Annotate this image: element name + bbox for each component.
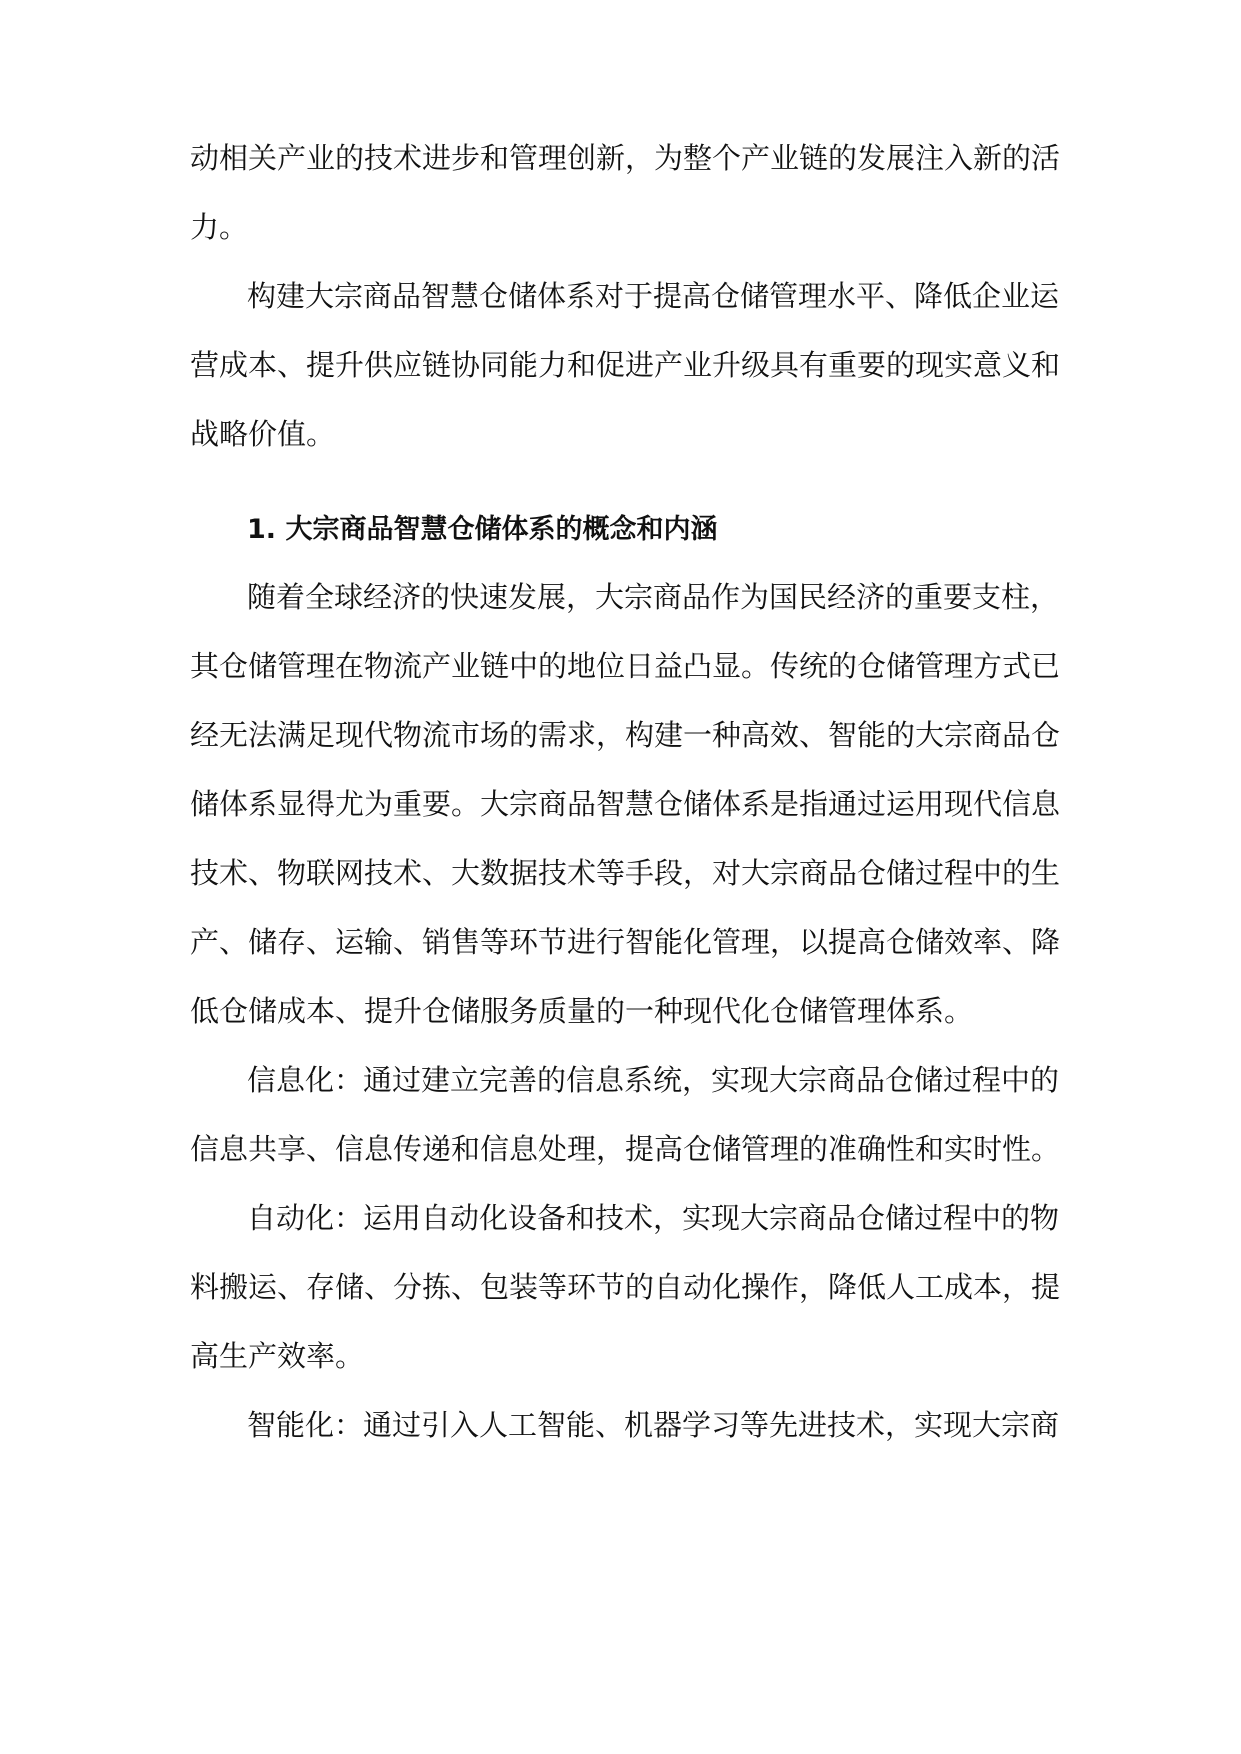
paragraph-line: 低仓储成本、提升仓储服务质量的一种现代化仓储管理体系。 <box>190 994 974 1028</box>
paragraph-line: 营成本、提升供应链协同能力和促进产业升级具有重要的现实意义和 <box>190 348 1061 382</box>
paragraph-line: 力。 <box>190 210 249 244</box>
section-heading: 1. 大宗商品智慧仓储体系的概念和内涵 <box>247 514 718 545</box>
paragraph-line: 高生产效率。 <box>190 1339 365 1373</box>
paragraph-line: 储体系显得尤为重要。大宗商品智慧仓储体系是指通过运用现代信息 <box>190 787 1061 821</box>
paragraph-line: 产、储存、运输、销售等环节进行智能化管理，以提高仓储效率、降 <box>190 925 1061 959</box>
paragraph-line: 构建大宗商品智慧仓储体系对于提高仓储管理水平、降低企业运 <box>247 279 1060 313</box>
paragraph-line: 技术、物联网技术、大数据技术等手段，对大宗商品仓储过程中的生 <box>190 856 1061 890</box>
paragraph-line: 经无法满足现代物流市场的需求，构建一种高效、智能的大宗商品仓 <box>190 718 1061 752</box>
paragraph-line: 料搬运、存储、分拣、包装等环节的自动化操作，降低人工成本，提 <box>190 1270 1061 1304</box>
paragraph-line: 自动化：运用自动化设备和技术，实现大宗商品仓储过程中的物 <box>247 1201 1060 1235</box>
paragraph-line: 随着全球经济的快速发展，大宗商品作为国民经济的重要支柱， <box>247 580 1060 614</box>
paragraph-line: 动相关产业的技术进步和管理创新，为整个产业链的发展注入新的活 <box>190 141 1061 175</box>
paragraph-line: 信息化：通过建立完善的信息系统，实现大宗商品仓储过程中的 <box>247 1063 1060 1097</box>
paragraph-line: 信息共享、信息传递和信息处理，提高仓储管理的准确性和实时性。 <box>190 1132 1061 1166</box>
paragraph-line: 其仓储管理在物流产业链中的地位日益凸显。传统的仓储管理方式已 <box>190 649 1061 683</box>
paragraph-line: 智能化：通过引入人工智能、机器学习等先进技术，实现大宗商 <box>247 1408 1060 1442</box>
paragraph-line: 战略价值。 <box>190 417 336 451</box>
